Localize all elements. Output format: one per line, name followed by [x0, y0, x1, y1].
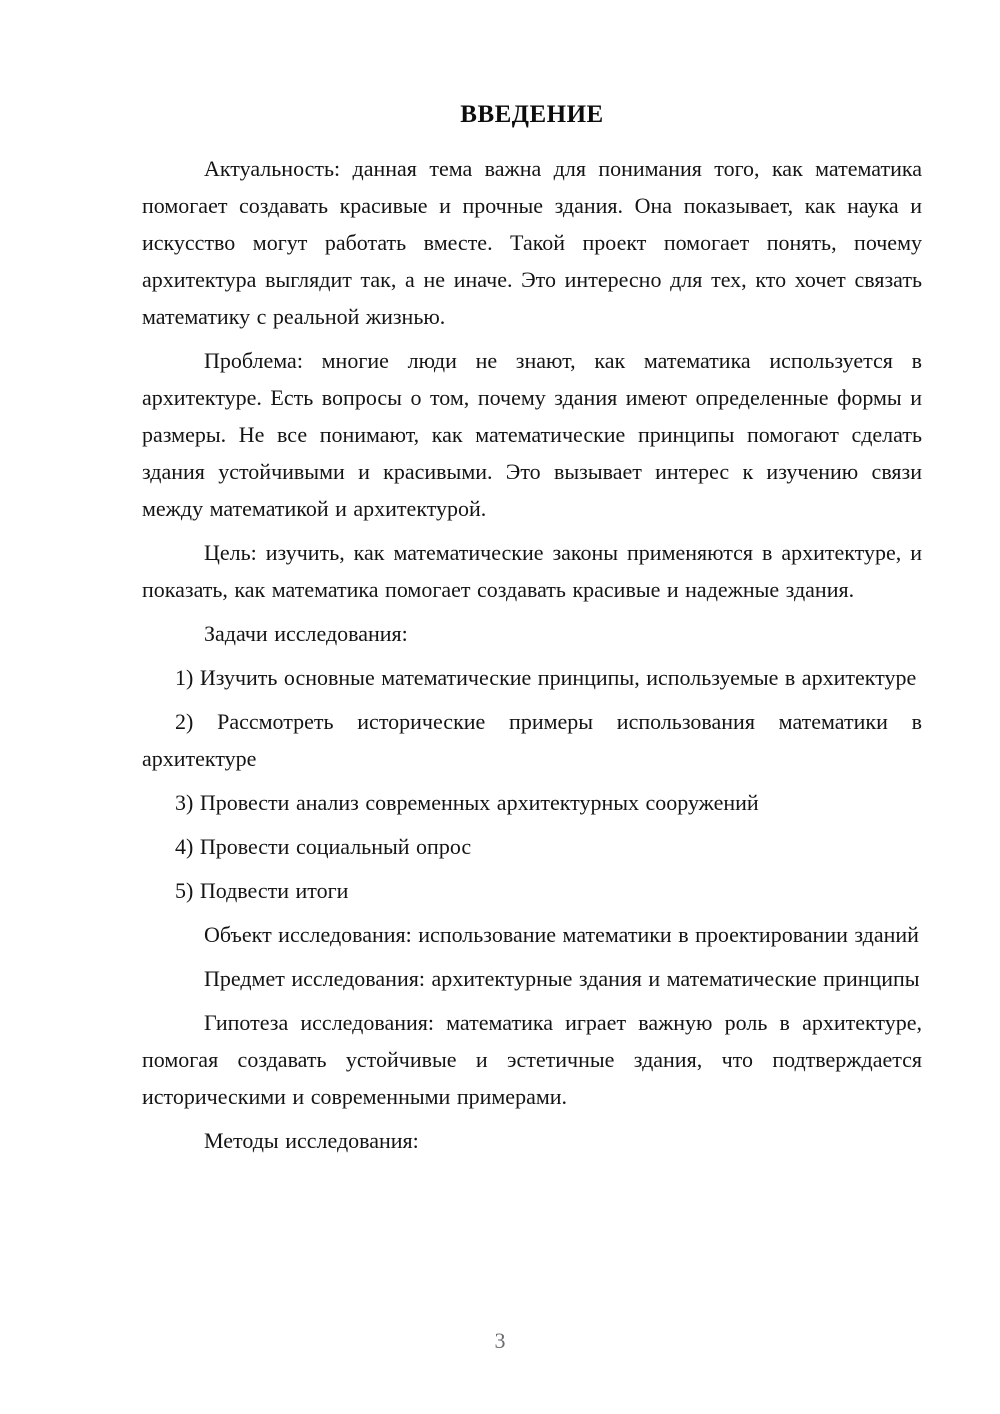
task-item-5: 5) Подвести итоги	[175, 878, 349, 903]
paragraph-hypothesis: Гипотеза исследования: математика играет важную роль в архитектуре, помогая создавать устойчивые и эстетичные здания, что подтверждается историческими и современными примерами.	[142, 1010, 922, 1109]
paragraph-object: Объект исследования: использование математики в проектировании зданий	[204, 922, 919, 947]
page-number: 3	[494, 1328, 506, 1353]
task-item-4: 4) Провести социальный опрос	[175, 834, 472, 859]
paragraph-tasks-label: Задачи исследования:	[204, 621, 408, 646]
task-item-2: 2) Рассмотреть исторические примеры использования математики в архитектуре	[142, 709, 922, 771]
document-content	[142, 96, 922, 1166]
paragraph-problem: Проблема: многие люди не знают, как математика используется в архитектуре. Есть вопросы о том, почему здания имеют определенные формы и размеры. Не все понимают, как математические принципы помогают сделать здания устойчивыми и красивыми. Это вызывает интерес к изучению связи между математикой и архитектурой.	[142, 348, 922, 521]
section-heading-introduction: ВВЕДЕНИЕ	[460, 101, 604, 128]
paragraph-methods-label: Методы исследования:	[204, 1128, 419, 1153]
paragraph-goal: Цель: изучить, как математические законы применяются в архитектуре, и показать, как математика помогает создавать красивые и надежные здания.	[142, 540, 922, 602]
task-item-1: 1) Изучить основные математические принципы, используемые в архитектуре	[175, 665, 917, 690]
task-item-3: 3) Провести анализ современных архитектурных сооружений	[175, 790, 759, 815]
paragraph-subject: Предмет исследования: архитектурные здания и математические принципы	[204, 966, 920, 991]
paragraph-relevance: Актуальность: данная тема важна для понимания того, как математика помогает создавать красивые и прочные здания. Она показывает, как наука и искусство могут работать вместе. Такой проект помогает понять, почему архитектура выглядит так, а не иначе. Это интересно для тех, кто хочет связать математику с реальной жизнью.	[142, 156, 922, 329]
